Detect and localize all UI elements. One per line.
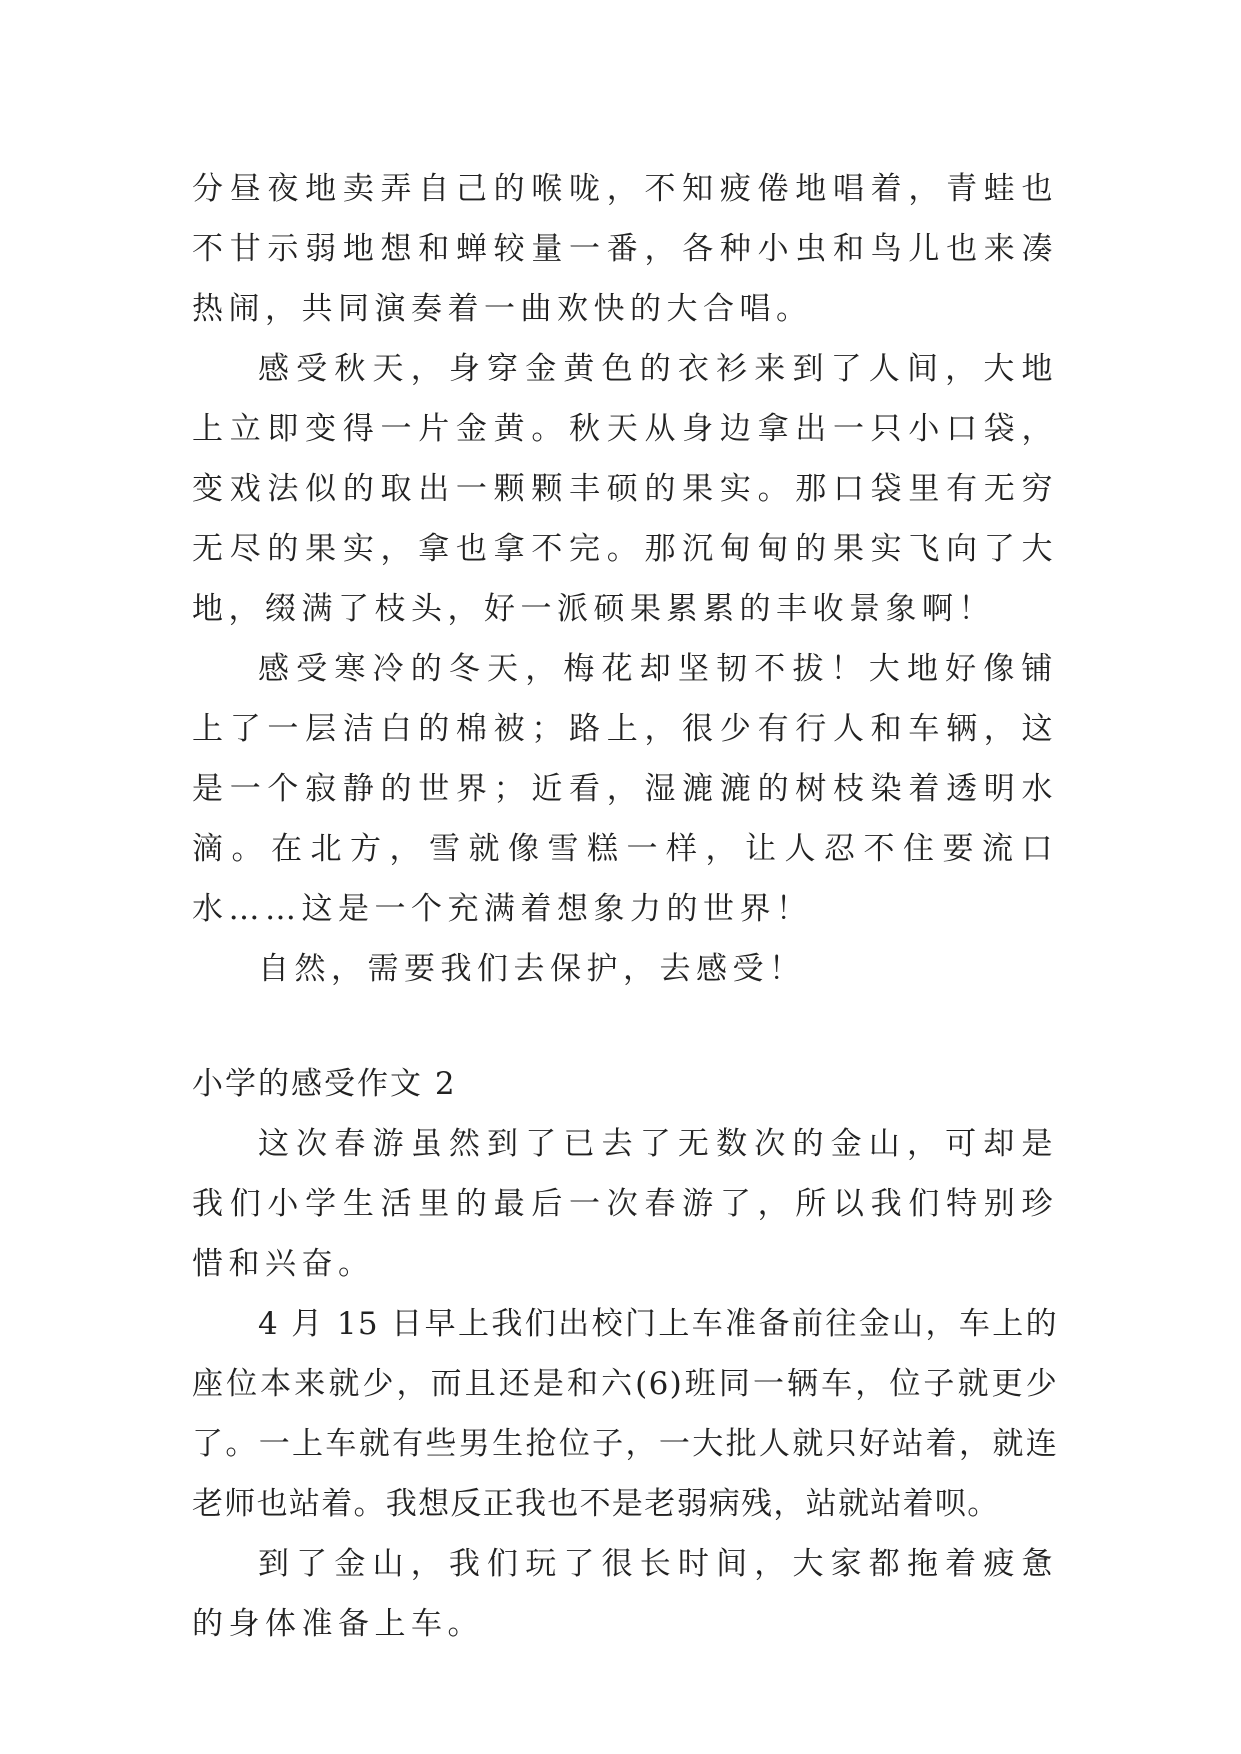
paragraph-winter: 感受寒冷的冬天，梅花却坚韧不拔！大地好像铺上了一层洁白的棉被；路上，很少有行人和车辆，这是一个寂静的世界；近看，湿漉漉的树枝染着透明水滴。在北方，雪就像雪糕一样，让人忍不住要流口水……这是一个充满着想象力的世界！: [192, 651, 1058, 927]
paragraph-at-jinshan: 到了金山，我们玩了很长时间，大家都拖着疲惫的身体准备上车。: [192, 1546, 1058, 1642]
document-body: [192, 159, 1058, 1654]
paragraph-nature-conclusion: 自然，需要我们去保护，去感受！: [258, 951, 806, 987]
paragraph-bus-ride: 4 月 15 日早上我们出校门上车准备前往金山，车上的座位本来就少，而且还是和六(6)班同一辆车，位子就更少了。一上车就有些男生抢位子，一大批人就只好站着，就连老师也站着。我想反正我也不是老弱病残，站就站着呗。: [192, 1306, 1058, 1522]
section-title: 小学的感受作文 2: [192, 1066, 457, 1102]
paragraph-spring-trip-intro: 这次春游虽然到了已去了无数次的金山，可却是我们小学生活里的最后一次春游了，所以我们特别珍惜和兴奋。: [192, 1126, 1058, 1282]
paragraph-autumn: 感受秋天，身穿金黄色的衣衫来到了人间，大地上立即变得一片金黄。秋天从身边拿出一只小口袋，变戏法似的取出一颗颗丰硕的果实。那口袋里有无穷无尽的果实，拿也拿不完。那沉甸甸的果实飞向了大地，缀满了枝头，好一派硕果累累的丰收景象啊！: [192, 351, 1058, 627]
paragraph-summer-continued: 分昼夜地卖弄自己的喉咙，不知疲倦地唱着，青蛙也不甘示弱地想和蝉较量一番，各种小虫和鸟儿也来凑热闹，共同演奏着一曲欢快的大合唱。: [192, 171, 1058, 327]
